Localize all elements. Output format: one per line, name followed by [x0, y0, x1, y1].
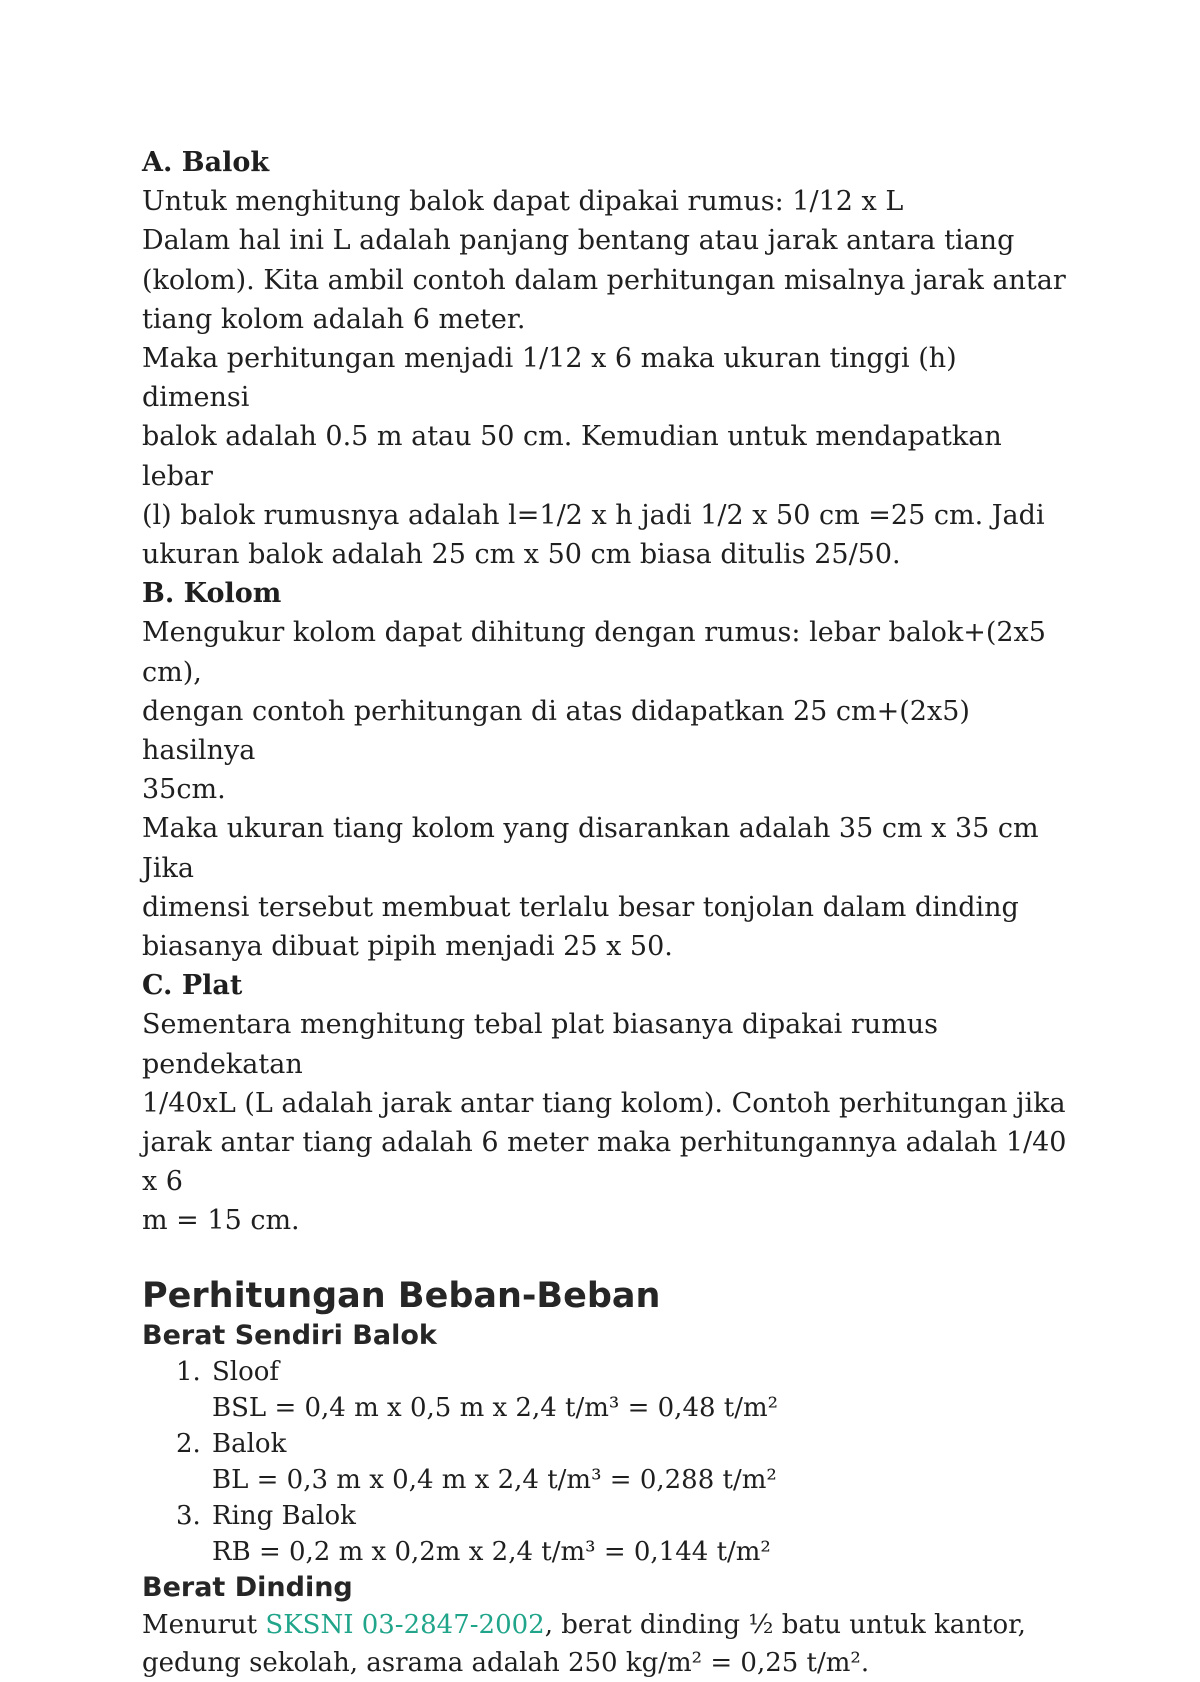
text-line: dengan contoh perhitungan di atas didapatkan 25 cm+(2x5) hasilnya [142, 695, 970, 767]
text-line: Maka perhitungan menjadi 1/12 x 6 maka ukuran tinggi (h) dimensi [142, 343, 957, 414]
load-formula: RB = 0,2 m x 0,2m x 2,4 t/m³ = 0,144 t/m² [212, 1536, 771, 1567]
sksni-link[interactable]: SKSNI 03-2847-2002 [265, 1609, 545, 1640]
text-line: Untuk menghitung balok dapat dipakai rumus: 1/12 x L [142, 186, 904, 218]
list-item [142, 1426, 1072, 1498]
text-line: biasanya dibuat pipih menjadi 25 x 50. [142, 931, 673, 963]
section-title-kolom: B. Kolom [142, 578, 282, 610]
load-formula: BL = 0,3 m x 0,4 m x 2,4 t/m³ = 0,288 t/m² [212, 1464, 777, 1495]
load-name: Balok [212, 1428, 287, 1459]
text-line: tiang kolom adalah 6 meter. [142, 303, 526, 335]
wall-line-2: gedung sekolah, asrama adalah 250 kg/m² = 0,25 t/m². [142, 1647, 870, 1678]
load-name: Ring Balok [212, 1500, 356, 1531]
text-line: Maka ukuran tiang kolom yang disarankan adalah 35 cm x 35 cm Jika [142, 813, 1039, 884]
text-line: dimensi tersebut membuat terlalu besar tonjolan dalam dinding [142, 891, 1019, 923]
wall-suffix: , berat dinding ½ batu untuk kantor, [544, 1609, 1026, 1640]
section-title-balok: A. Balok [142, 147, 270, 178]
text-line: (kolom). Kita ambil contoh dalam perhitungan misalnya jarak antar [142, 264, 1066, 296]
text-line: Mengukur kolom dapat dihitung dengan rumus: lebar balok+(2x5 cm), [142, 617, 1046, 688]
list-number: 3. [176, 1500, 201, 1531]
list-item [142, 1498, 1072, 1570]
document-page [142, 143, 1072, 1682]
self-weight-heading: Berat Sendiri Balok [142, 1319, 437, 1351]
text-line: m = 15 cm. [142, 1205, 300, 1237]
section-title-plat: C. Plat [142, 970, 243, 1002]
wall-weight-paragraph [142, 1606, 1072, 1682]
section-balok [142, 143, 1072, 574]
wall-prefix: Menurut [142, 1609, 266, 1640]
text-line: 35cm. [142, 774, 226, 806]
text-line: ukuran balok adalah 25 cm x 50 cm biasa ditulis 25/50. [142, 539, 901, 571]
wall-line-1 [142, 1606, 1072, 1644]
list-number: 2. [176, 1428, 201, 1459]
text-line: balok adalah 0.5 m atau 50 cm. Kemudian untuk mendapatkan lebar [142, 421, 1002, 492]
section-plat [142, 966, 1072, 1240]
text-line: 1/40xL (L adalah jarak antar tiang kolom). Contoh perhitungan jika [142, 1087, 1066, 1119]
self-weight-list [142, 1354, 1072, 1570]
load-name: Sloof [212, 1356, 280, 1387]
text-line: (l) balok rumusnya adalah l=1/2 x h jadi 1/2 x 50 cm =25 cm. Jadi [142, 499, 1045, 531]
text-line: jarak antar tiang adalah 6 meter maka perhitungannya adalah 1/40 x 6 [142, 1127, 1067, 1198]
list-number: 1. [176, 1356, 201, 1387]
load-formula: BSL = 0,4 m x 0,5 m x 2,4 t/m³ = 0,48 t/m² [212, 1392, 779, 1423]
text-line: Sementara menghitung tebal plat biasanya dipakai rumus pendekatan [142, 1009, 939, 1080]
list-item [142, 1354, 1072, 1426]
section-kolom [142, 574, 1072, 966]
wall-weight-heading: Berat Dinding [142, 1571, 353, 1603]
text-line: Dalam hal ini L adalah panjang bentang atau jarak antara tiang [142, 225, 1015, 257]
loads-heading: Perhitungan Beban-Beban [142, 1275, 661, 1316]
